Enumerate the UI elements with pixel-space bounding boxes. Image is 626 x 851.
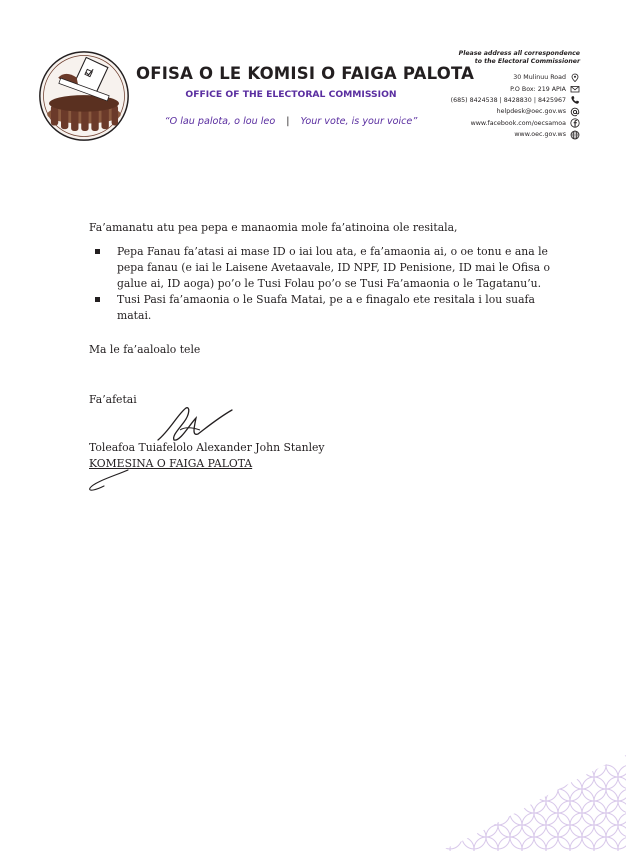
phone-icon — [570, 95, 580, 105]
correspondence-note-line: Please address all correspondence — [458, 50, 580, 57]
slogan-english: Your vote, is your voice” — [300, 116, 418, 127]
organization-title: OFISA O LE KOMISI O FAIGA PALOTA — [136, 64, 475, 83]
organization-subtitle: OFFICE OF THE ELECTORAL COMMISSION — [185, 89, 397, 100]
list-item: Pepa Fanau fa’atasi ai mase ID o iai lou ata, e fa’amaonia ai, o oe tonu e ana le pepa fanau (e iai le Laisene Avetaavale, ID NPF, ID Penisione, ID mai le Ofisa o galue ai, ID aoga) po’o le Tusi Folau po’o se Tusi Fa’amaonia o le Tagatanu’u. — [117, 244, 559, 292]
facebook-icon — [570, 118, 580, 128]
correspondence-note-line: to the Electoral Commissioner — [474, 58, 580, 65]
correspondence-note — [451, 50, 580, 66]
letter-thanks: Fa’afetai — [89, 393, 137, 406]
letter-body — [89, 220, 559, 408]
slogan-separator: | — [286, 116, 290, 127]
contact-facebook — [451, 118, 580, 129]
electoral-commission-logo — [38, 50, 130, 142]
letterhead — [0, 0, 626, 150]
slogan — [136, 116, 446, 127]
contact-phone-text: (685) 8424538 | 8428830 | 8425967 — [450, 96, 566, 104]
contact-website — [451, 129, 580, 140]
globe-icon — [570, 130, 580, 140]
slogan-samoan: “O lau palota, o lou leo — [164, 116, 276, 127]
decorative-pattern — [440, 755, 626, 851]
at-sign-icon — [570, 107, 580, 117]
contact-email-text: helpdesk@oec.gov.ws — [496, 108, 566, 116]
mail-envelope-icon — [570, 84, 580, 94]
requirements-list — [89, 244, 559, 324]
signature-flourish — [84, 466, 144, 494]
contact-address-text: 30 Mulinuu Road — [513, 74, 566, 82]
contact-website-text: www.oec.gov.ws — [514, 131, 566, 139]
list-item: Tusi Pasi fa’amaonia o le Suafa Matai, pe a e finagalo ete resitala i lou suafa matai. — [117, 292, 559, 324]
contact-po-box-text: P.O Box: 219 APIA — [510, 85, 566, 93]
contact-address — [451, 72, 580, 83]
contact-phone — [451, 95, 580, 106]
contact-email — [451, 106, 580, 117]
signer-title: KOMESINA O FAIGA PALOTA — [89, 457, 253, 470]
contact-po-box — [451, 83, 580, 94]
letter-intro: Fa’amanatu atu pea pepa e manaomia mole fa’atinoina ole resitala, — [89, 221, 458, 234]
contact-block — [451, 50, 580, 140]
letter-closing: Ma le fa’aaloalo tele — [89, 343, 201, 356]
map-marker-icon — [570, 73, 580, 83]
signer-name: Toleafoa Tuiafelolo Alexander John Stanley — [89, 441, 325, 454]
contact-facebook-text: www.facebook.com/oecsamoa — [470, 119, 566, 127]
